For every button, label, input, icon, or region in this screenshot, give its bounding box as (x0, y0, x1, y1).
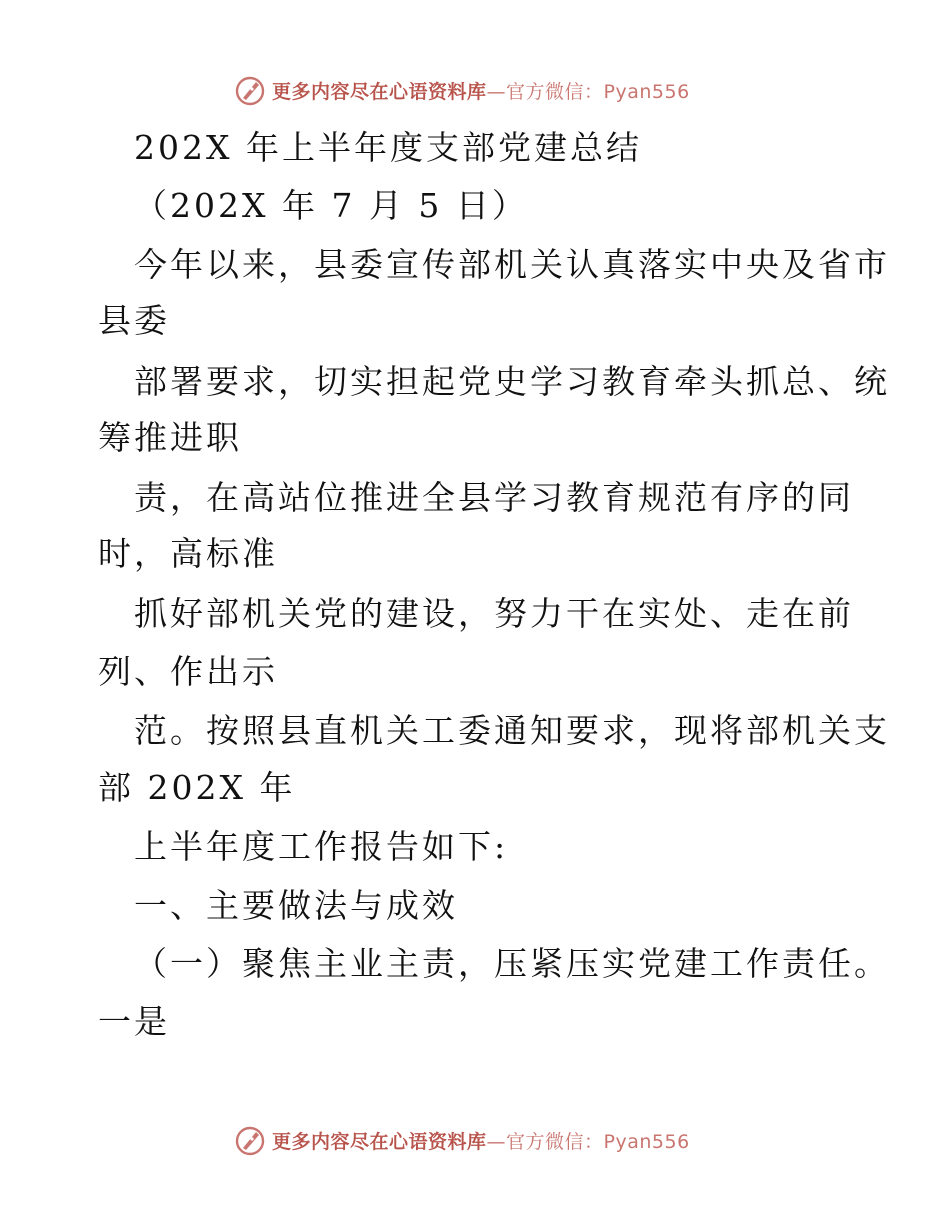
watermark-text: 更多内容尽在心语资料库—官方微信：Pyan556 (272, 80, 690, 103)
pen-nib-seal-icon (234, 74, 266, 106)
watermark-footer (234, 1122, 754, 1158)
section-heading: 一、主要做法与成效 (134, 886, 458, 925)
paragraph-line: 部 202X 年 (98, 768, 296, 807)
watermark-header (234, 72, 754, 108)
watermark-text: 更多内容尽在心语资料库—官方微信：Pyan556 (272, 1130, 690, 1153)
paragraph-line: 今年以来，县委宣传部机关认真落实中央及省市 (134, 245, 890, 284)
paragraph-line: 一是 (98, 1002, 170, 1041)
paragraph-line: 列、作出示 (98, 652, 278, 691)
paragraph-line: 责，在高站位推进全县学习教育规范有序的同 (134, 478, 854, 517)
paragraph-line: 部署要求，切实担起党史学习教育牵头抓总、统 (134, 362, 890, 401)
paragraph-line: 抓好部机关党的建设，努力干在实处、走在前 (134, 594, 854, 633)
paragraph-line: 时，高标准 (98, 534, 278, 573)
document-date: （202X 年 7 月 5 日） (134, 186, 528, 225)
paragraph-line: 范。按照县直机关工委通知要求，现将部机关支 (134, 711, 890, 750)
pen-nib-seal-icon (234, 1124, 266, 1156)
paragraph-line: 上半年度工作报告如下: (134, 827, 509, 866)
subsection-heading: （一）聚焦主业主责，压紧压实党建工作责任。 (134, 944, 890, 983)
paragraph-line: 县委 (98, 301, 170, 340)
paragraph-line: 筹推进职 (98, 418, 242, 457)
document-title: 202X 年上半年度支部党建总结 (134, 128, 642, 167)
